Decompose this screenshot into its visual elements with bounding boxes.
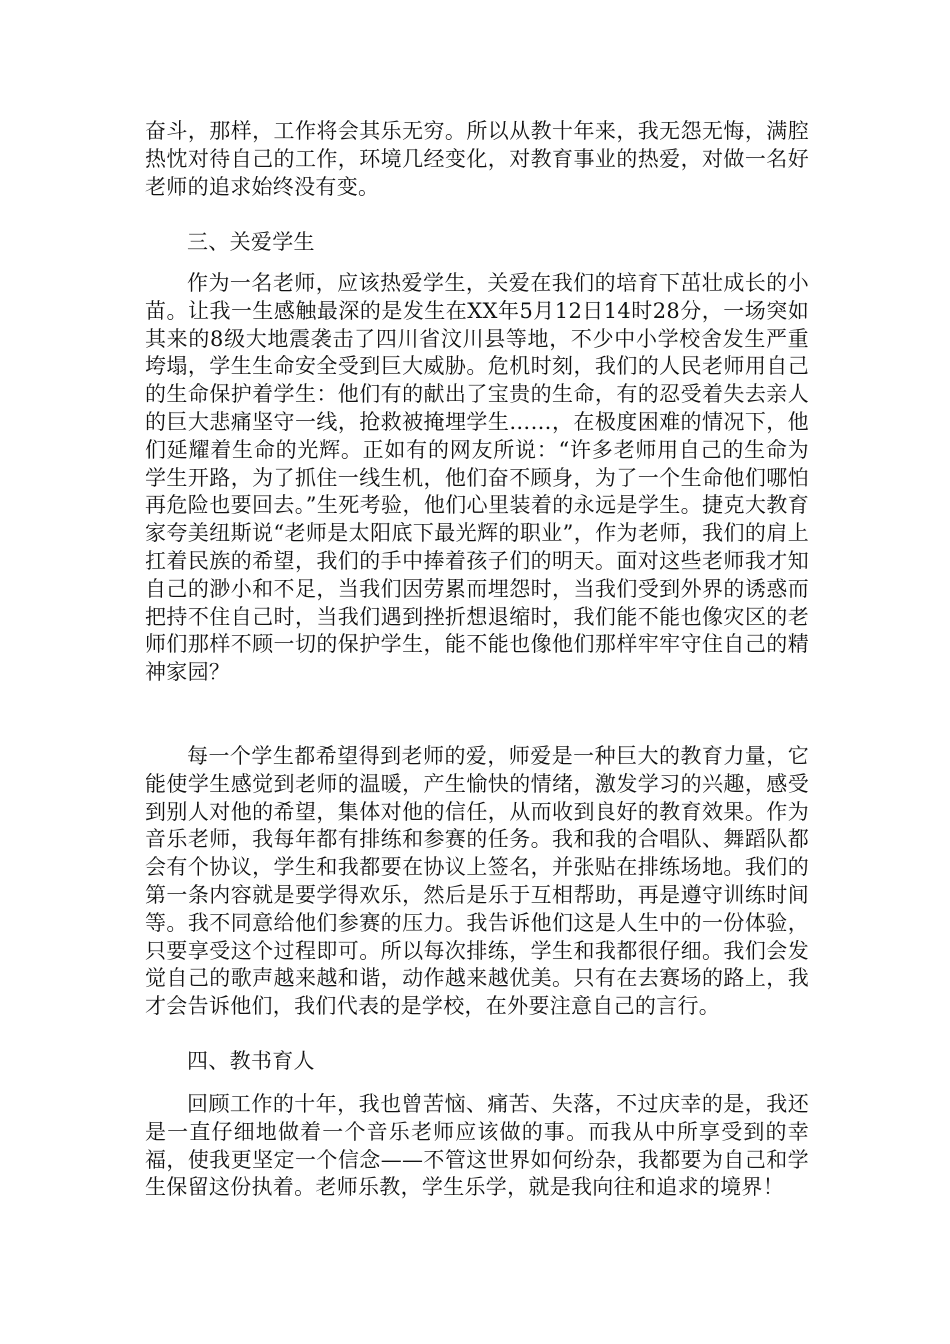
paragraph-teacher-love: 每一个学生都希望得到老师的爱，师爱是一种巨大的教育力量，它能使学生感觉到老师的温暖，产生愉快的情绪，激发学习的兴趣，感受到别人对他的希望，集体对他的信任，从而收到良好的教育效果。作为音乐老师，我每年都有排练和参赛的任务。我和我的合唱队、舞蹈队都会有个协议，学生和我都要在协议上签名，并张贴在排练场地。我们的第一条内容就是要学得欢乐，然后是乐于互相帮助，再是遵守训练时间等。我不同意给他们参赛的压力。我告诉他们这是人生中的一份体验，只要享受这个过程即可。所以每次排练，学生和我都很仔细。我们会发觉自己的歌声越来越和谐，动作越来越优美。只有在去赛场的路上，我才会告诉他们，我们代表的是学校，在外要注意自己的言行。 [145,744,809,1019]
section-heading-care-students: 三、关爱学生 [187,230,315,254]
paragraph-reflection: 回顾工作的十年，我也曾苦恼、痛苦、失落，不过庆幸的是，我还是一直仔细地做着一个音乐老师应该做的事。而我从中所享受到的幸福，使我更坚定一个信念——不管这世界如何纷杂，我都要为自己和学生保留这份执着。老师乐教，学生乐学，就是我向往和追求的境界！ [145,1092,809,1200]
paragraph-intro: 奋斗，那样，工作将会其乐无穷。所以从教十年来，我无怨无悔，满腔热忱对待自己的工作，环境几经变化，对教育事业的热爱，对做一名好老师的追求始终没有变。 [145,119,809,199]
section-heading-teaching: 四、教书育人 [187,1049,315,1073]
paragraph-earthquake-teachers: 作为一名老师，应该热爱学生，关爱在我们的培育下茁壮成长的小苗。让我一生感触最深的是发生在XX年5月12日14时28分，一场突如其来的8级大地震袭击了四川省汶川县等地，不少中小学校舍发生严重垮塌，学生生命安全受到巨大威胁。危机时刻，我们的人民老师用自己的生命保护着学生：他们有的献出了宝贵的生命，有的忍受着失去亲人的巨大悲痛坚守一线，抢救被掩埋学生……，在极度困难的情况下，他们延耀着生命的光辉。正如有的网友所说：“许多老师用自己的生命为学生开路，为了抓住一线生机，他们奋不顾身，为了一个生命他们哪怕再危险也要回去。”生死考验，他们心里装着的永远是学生。捷克大教育家夸美纽斯说“老师是太阳底下最光辉的职业”，作为老师，我们的肩上扛着民族的希望，我们的手中捧着孩子们的明天。面对这些老师我才知自己的渺小和不足，当我们因劳累而埋怨时，当我们受到外界的诱惑而把持不住自己时，当我们遇到挫折想退缩时，我们能不能也像灾区的老师们那样不顾一切的保护学生，能不能也像他们那样牢牢守住自己的精神家园？ [145,271,809,685]
